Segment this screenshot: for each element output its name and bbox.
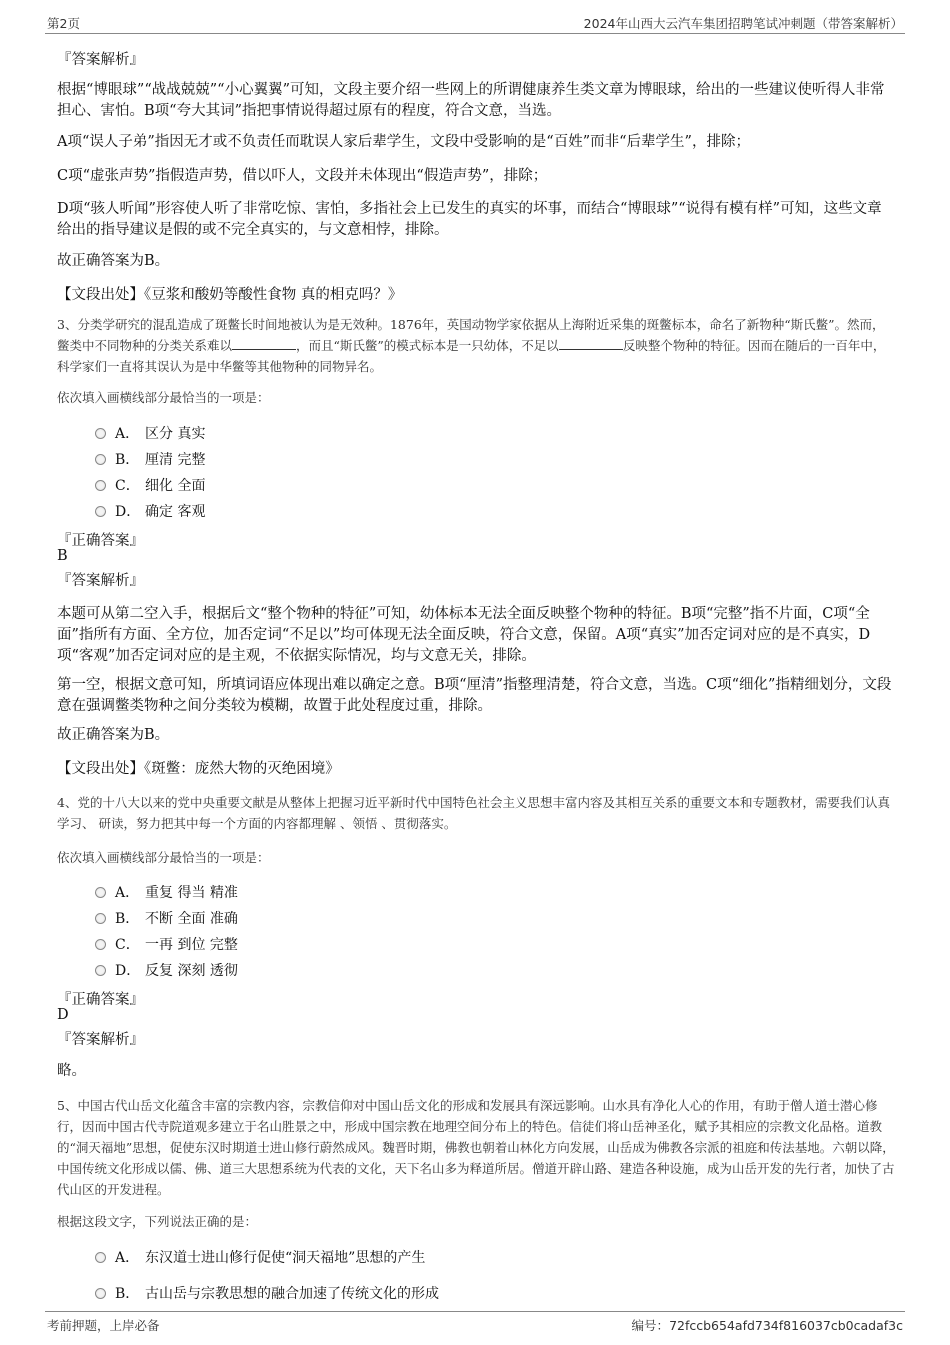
- q4-answer: D: [57, 1007, 69, 1023]
- blank-2: [559, 338, 623, 350]
- radio-button[interactable]: [95, 454, 106, 465]
- q2-analysis-p1: 根据“博眼球”“战战兢兢”“小心翼翼”可知，文段主要介绍一些网上的所谓健康养生类文章为博眼球，给出的一些建议使听得人非常担心、害怕。B项“夸大其词”指把事情说得超过原有的程度，符合文意，当选。: [57, 82, 885, 119]
- footer-code: 编号：72fccb654afd734f816037cb0cadaf3c: [631, 1318, 903, 1333]
- q3-answer: B: [57, 548, 68, 564]
- q2-analysis-p3: C项“虚张声势”指假造声势，借以吓人，文段并未体现出“假造声势”，排除；: [57, 168, 548, 184]
- document-title: 2024年山西大云汽车集团招聘笔试冲刺题（带答案解析）: [583, 16, 903, 31]
- q3-source: 【文段出处】《斑鳖：庞然大物的灭绝困境》: [57, 761, 340, 777]
- radio-button[interactable]: [95, 1288, 106, 1299]
- blank-1: [232, 338, 296, 350]
- q4-analysis: 略。: [57, 1063, 86, 1079]
- radio-button[interactable]: [95, 913, 106, 924]
- page-number: 第2页: [47, 16, 80, 31]
- q5-prompt: 根据这段文字，下列说法正确的是：: [57, 1214, 258, 1229]
- q2-analysis-label: 『答案解析』: [57, 52, 144, 68]
- q2-conclusion: 故正确答案为B。: [57, 253, 170, 269]
- q4-answer-label: 『正确答案』: [57, 992, 144, 1008]
- q5-stem: 5、中国古代山岳文化蕴含丰富的宗教内容，宗教信仰对中国山岳文化的形成和发展具有深远影响。山水具有净化人心的作用，有助于僧人道士潜心修行，因而中国古代寺院道观多建立于名山胜景之中，形成中国宗教在地理空间分布上的特色。信徒们将山岳神圣化，赋予其相应的宗教文化品格。道教的“洞天福地”思想，促使东汉时期道士进山修行蔚然成风。魏晋时期，佛教也朝着山林化方向发展，山岳成为佛教各宗派的祖庭和传法基地。六朝以降，中国传统文化形成以儒、佛、道三大思想系统为代表的文化，天下名山多为释道所居。僧道开辟山路、建造各种设施，成为山岳开发的先行者，加快了古代山区的开发进程。: [57, 1098, 895, 1197]
- q2-source: 【文段出处】《豆浆和酸奶等酸性食物 真的相克吗？》: [57, 287, 403, 303]
- q4-prompt: 依次填入画横线部分最恰当的一项是：: [57, 850, 270, 865]
- radio-button[interactable]: [95, 965, 106, 976]
- q2-analysis-p2: A项“误人子弟”指因无才或不负责任而耽误人家后辈学生，文段中受影响的是“百姓”而非“后辈学生”，排除；: [57, 134, 750, 150]
- q3-analysis-p1: 本题可从第二空入手，根据后文“整个物种的特征”可知，幼体标本无法全面反映整个物种的特征。B项“完整”指不片面，C项“全面”指所有方面、全方位，加否定词“不足以”均可体现无法全面反映，符合文意，保留。A项“真实”加否定词对应的是不真实，D项“客观”加否定词对应的是主观，不依据实际情况，均与文意无关，排除。: [57, 606, 871, 664]
- q3-analysis-label: 『答案解析』: [57, 573, 144, 589]
- q3-analysis-p2: 第一空，根据文意可知，所填词语应体现出难以确定之意。B项“厘清”指整理清楚，符合文意，当选。C项“细化”指精细划分，文段意在强调鳖类物种之间分类较为模糊，故置于此处程度过重，排除。: [57, 677, 892, 714]
- radio-button[interactable]: [95, 506, 106, 517]
- radio-button[interactable]: [95, 428, 106, 439]
- radio-button[interactable]: [95, 1252, 106, 1263]
- radio-button[interactable]: [95, 480, 106, 491]
- q2-analysis-p4: D项“骇人听闻”形容使人听了非常吃惊、害怕，多指社会上已发生的真实的坏事，而结合“博眼球”“说得有模有样”可知，这些文章给出的指导建议是假的或不完全真实的，与文意相悖，排除。: [57, 201, 882, 238]
- q4-analysis-label: 『答案解析』: [57, 1032, 144, 1048]
- q3-stem: 3、分类学研究的混乱造成了斑鳖长时间地被认为是无效种。1876年，英国动物学家依据从上海附近采集的斑鳖标本，命名了新物种“斯氏鳖”。然而，鳖类中不同物种的分类关系难以 ，而且“斯氏鳖”的模式标本是一只幼体，不足以 反映整个物种的特征。因而在随后的一百年中，科学家们一直将其误认为是中华鳖等其他物种的同物异名。: [57, 317, 886, 374]
- q3-prompt: 依次填入画横线部分最恰当的一项是：: [57, 390, 270, 405]
- page-footer: [45, 1311, 905, 1333]
- radio-button[interactable]: [95, 939, 106, 950]
- q3-answer-label: 『正确答案』: [57, 533, 144, 549]
- radio-button[interactable]: [95, 887, 106, 898]
- q3-conclusion: 故正确答案为B。: [57, 727, 170, 743]
- q4-stem: 4、党的十八大以来的党中央重要文献是从整体上把握习近平新时代中国特色社会主义思想丰富内容及其相互关系的重要文本和专题教材，需要我们认真学习、 研读，努力把其中每一个方面的内容都理解 、领悟 、贯彻落实。: [57, 795, 890, 831]
- footer-slogan: 考前押题，上岸必备: [47, 1318, 160, 1333]
- page-header: [45, 12, 905, 34]
